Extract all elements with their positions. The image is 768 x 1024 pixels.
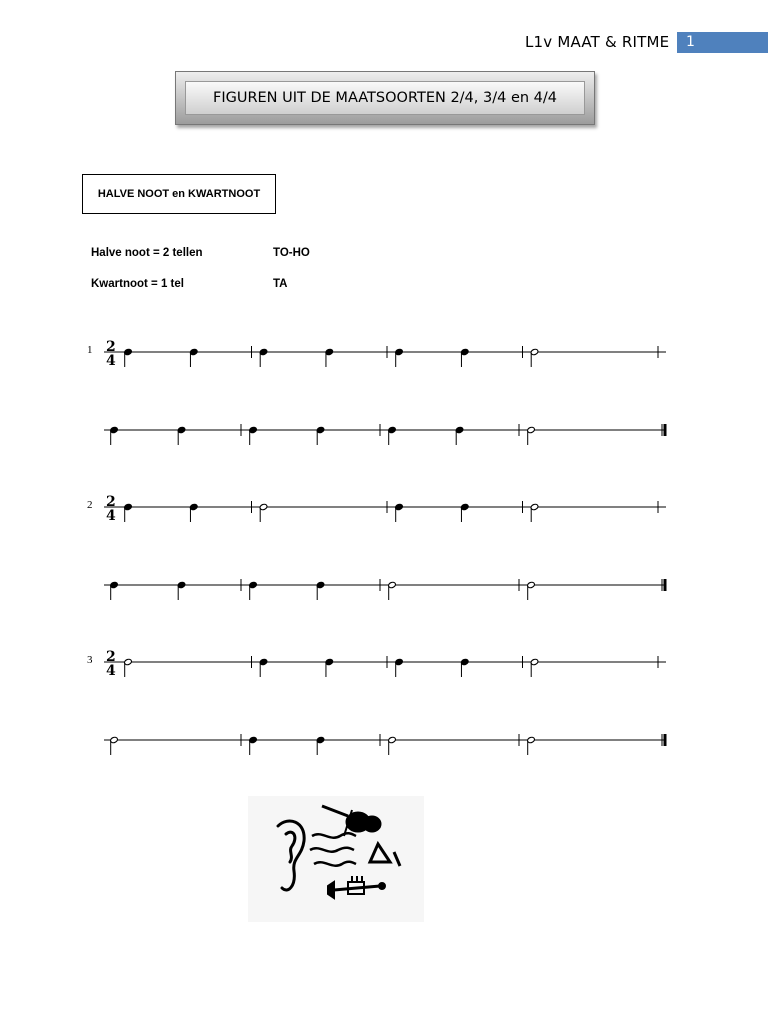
exercise-number: 2 <box>87 499 93 511</box>
time-signature-bottom: 4 <box>106 508 116 524</box>
page-title: FIGUREN UIT DE MAATSOORTEN 2/4, 3/4 en 4/4 <box>185 81 585 115</box>
staff-line-1-2 <box>104 424 666 445</box>
music-illustration <box>248 796 424 922</box>
definition-half-note: Halve noot = 2 tellen <box>91 247 203 259</box>
section-heading: HALVE NOOT en KWARTNOOT <box>82 174 276 214</box>
time-signature-bottom: 4 <box>106 353 116 369</box>
page-number: 1 <box>686 34 695 50</box>
time-signature-bottom: 4 <box>106 663 116 679</box>
staff-line-3-2 <box>104 734 666 755</box>
exercise-number: 1 <box>87 344 93 356</box>
triangle-icon <box>370 844 400 866</box>
staff-line-3-1 <box>87 649 666 679</box>
trumpet-icon <box>328 876 385 898</box>
time-signature-top: 2 <box>106 339 116 355</box>
exercise-number: 3 <box>87 654 93 666</box>
definition-quarter-note: Kwartnoot = 1 tel <box>91 278 184 290</box>
syllable-half-note: TO-HO <box>273 247 310 259</box>
time-signature-top: 2 <box>106 649 116 665</box>
staff-line-1-1 <box>87 339 666 369</box>
sound-waves-icon <box>310 833 356 865</box>
time-signature-top: 2 <box>106 494 116 510</box>
header-title: L1v MAAT & RITME <box>525 33 670 51</box>
ear-icon <box>278 821 304 890</box>
syllable-quarter-note: TA <box>273 278 288 290</box>
staff-line-2-2 <box>104 579 666 600</box>
violin-icon <box>322 806 381 836</box>
staff-line-2-1 <box>87 494 666 524</box>
